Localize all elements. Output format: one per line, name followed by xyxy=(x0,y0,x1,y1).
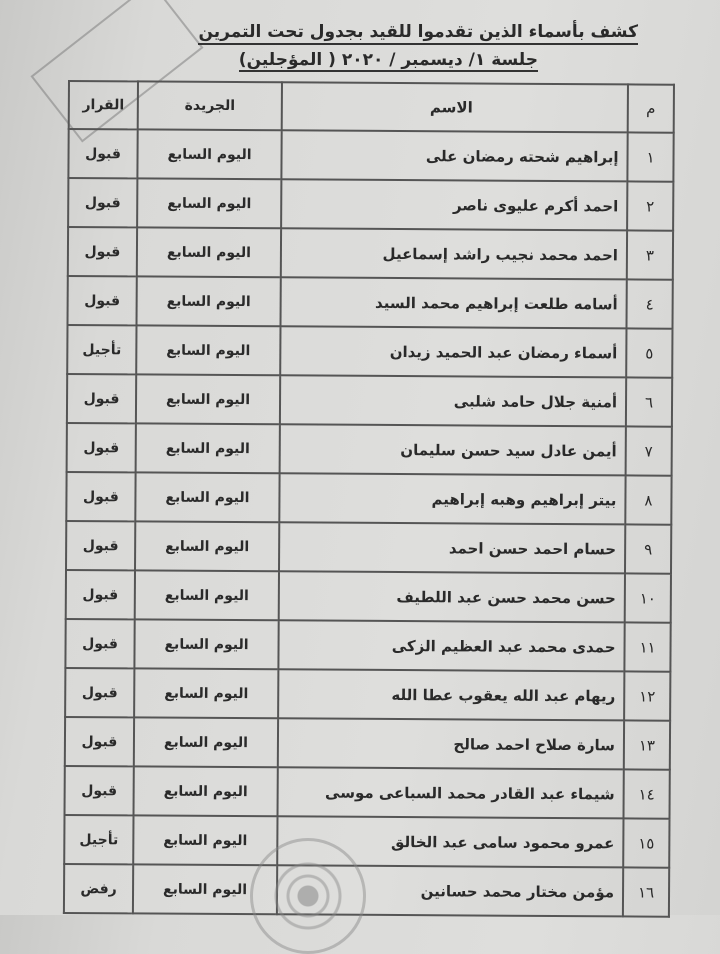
applicant-name: شيماء عبد القادر محمد السباعى موسى xyxy=(278,767,624,818)
row-number: ٨ xyxy=(625,475,671,524)
table-row xyxy=(65,668,670,721)
applicant-name: أيمن عادل سيد حسن سليمان xyxy=(280,424,626,475)
decision: تأجيل xyxy=(64,815,133,864)
row-number: ١٦ xyxy=(623,867,669,916)
header-name: الاسم xyxy=(282,82,628,132)
row-number: ٦ xyxy=(626,377,672,426)
applicant-name: إبراهيم شحته رمضان على xyxy=(281,130,627,181)
row-number: ٥ xyxy=(626,328,672,377)
decision: قبول xyxy=(65,717,134,766)
applicants-table xyxy=(63,80,675,918)
newspaper: اليوم السابع xyxy=(137,129,281,179)
row-number: ١٣ xyxy=(624,720,670,769)
row-number: ٢ xyxy=(627,181,673,230)
decision: قبول xyxy=(66,521,135,570)
header-paper: الجريدة xyxy=(138,81,282,130)
table-row xyxy=(67,423,672,476)
decision: قبول xyxy=(65,668,134,717)
header-decision: القرار xyxy=(69,81,138,129)
newspaper: اليوم السابع xyxy=(134,668,278,718)
row-number: ١٠ xyxy=(625,573,671,622)
newspaper: اليوم السابع xyxy=(136,374,280,424)
applicant-name: بيتر إبراهيم وهبه إبراهيم xyxy=(279,473,625,524)
decision: قبول xyxy=(67,423,136,472)
newspaper: اليوم السابع xyxy=(135,570,279,620)
table-row xyxy=(68,129,673,182)
session-subtitle: جلسة ١/ ديسمبر / ٢٠٢٠ ( المؤجلين) xyxy=(238,50,538,70)
table-row xyxy=(64,815,669,868)
applicant-name: مؤمن مختار محمد حسانين xyxy=(277,865,623,916)
row-number: ١ xyxy=(627,132,673,181)
table-row xyxy=(66,521,671,574)
newspaper: اليوم السابع xyxy=(134,766,278,816)
newspaper: اليوم السابع xyxy=(135,472,279,522)
newspaper: اليوم السابع xyxy=(135,521,279,571)
applicant-name: أسماء رمضان عبد الحميد زيدان xyxy=(280,326,626,377)
decision: رفض xyxy=(64,864,133,913)
round-seal-stamp xyxy=(250,838,366,954)
table-row xyxy=(65,766,670,819)
table-row xyxy=(67,325,672,378)
decision: قبول xyxy=(68,227,137,276)
newspaper: اليوم السابع xyxy=(134,717,278,767)
table-row xyxy=(65,717,670,770)
table-row xyxy=(68,178,673,231)
newspaper: اليوم السابع xyxy=(133,864,277,914)
decision: تأجيل xyxy=(67,325,136,374)
row-number: ٧ xyxy=(626,426,672,475)
newspaper: اليوم السابع xyxy=(137,227,281,277)
row-number: ١٤ xyxy=(623,769,669,818)
decision: قبول xyxy=(67,374,136,423)
row-number: ٩ xyxy=(625,524,671,573)
row-number: ١١ xyxy=(624,622,670,671)
applicant-name: سارة صلاح احمد صالح xyxy=(278,718,624,769)
table-header-row xyxy=(69,81,674,133)
newspaper: اليوم السابع xyxy=(134,619,278,669)
decision: قبول xyxy=(66,472,135,521)
table-row xyxy=(66,570,671,623)
applicant-name: حسام احمد حسن احمد xyxy=(279,522,625,573)
decision: قبول xyxy=(65,766,134,815)
applicant-name: حسن محمد حسن عبد اللطيف xyxy=(279,571,625,622)
table-row xyxy=(67,374,672,427)
table-row xyxy=(64,864,669,917)
table-row xyxy=(68,227,673,280)
applicant-name: احمد أكرم عليوى ناصر xyxy=(281,179,627,230)
decision: قبول xyxy=(66,570,135,619)
decision: قبول xyxy=(65,619,134,668)
decision: قبول xyxy=(68,178,137,227)
newspaper: اليوم السابع xyxy=(133,815,277,865)
table-row xyxy=(68,276,673,329)
applicant-name: عمرو محمود سامى عبد الخالق xyxy=(277,816,623,867)
newspaper: اليوم السابع xyxy=(137,178,281,228)
table-row xyxy=(65,619,670,672)
row-number: ١٢ xyxy=(624,671,670,720)
row-number: ٤ xyxy=(626,279,672,328)
decision: قبول xyxy=(68,276,137,325)
newspaper: اليوم السابع xyxy=(136,423,280,473)
row-number: ١٥ xyxy=(623,818,669,867)
row-number: ٣ xyxy=(627,230,673,279)
applicant-name: احمد محمد نجيب راشد إسماعيل xyxy=(281,228,627,279)
newspaper: اليوم السابع xyxy=(137,276,281,326)
header-num: م xyxy=(628,84,674,132)
applicant-name: حمدى محمد عبد العظيم الزكى xyxy=(278,620,624,671)
applicant-name: أسامه طلعت إبراهيم محمد السيد xyxy=(280,277,626,328)
decision: قبول xyxy=(68,129,137,178)
newspaper: اليوم السابع xyxy=(136,325,280,375)
applicant-name: ريهام عبد الله يعقوب عطا الله xyxy=(278,669,624,720)
table-row xyxy=(66,472,671,525)
document-title: كشف بأسماء الذين تقدموا للقيد بجدول تحت التمرين xyxy=(198,22,638,45)
applicant-name: أمنية جلال حامد شلبى xyxy=(280,375,626,426)
